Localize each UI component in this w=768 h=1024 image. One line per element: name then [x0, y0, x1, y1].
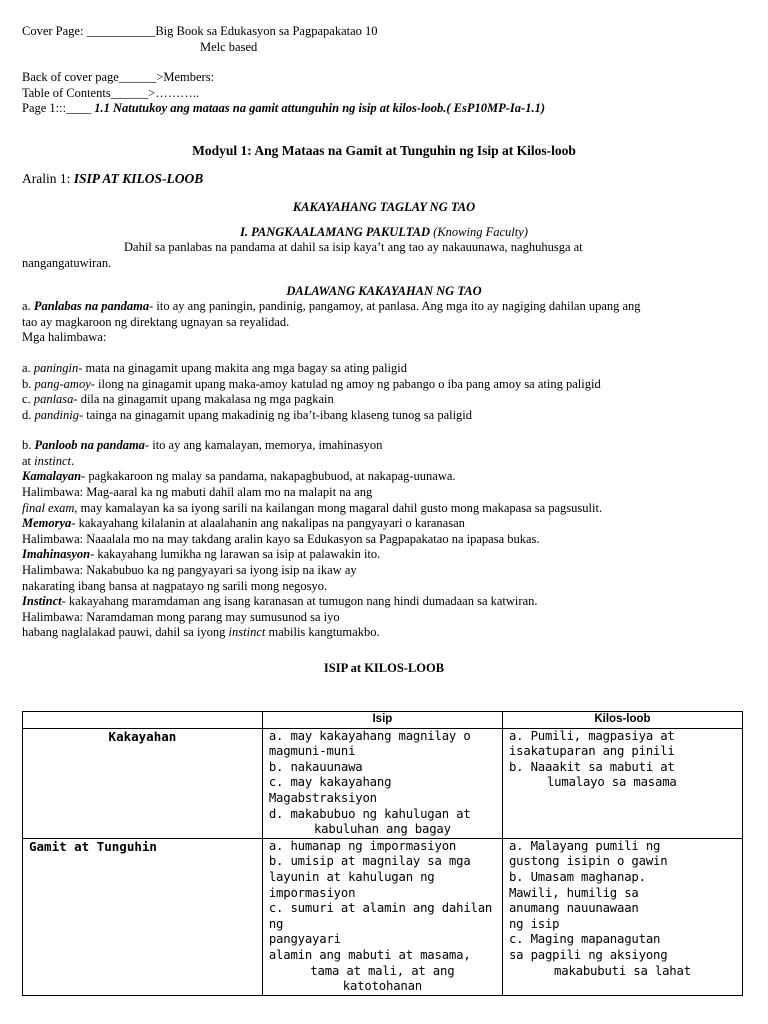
term-instinct: instinct: [34, 453, 71, 468]
examples-label: Mga halimbawa:: [22, 330, 107, 345]
page1-label: Page 1:::____: [22, 101, 92, 116]
cell-line: pangyayari: [268, 932, 341, 947]
term-definition: - pagkakaroon ng malay sa pandama, nakapagbubuod, at nakapag-uunawa.: [81, 469, 456, 484]
item-text: - mata na ginagamit upang makita ang mga bagay sa ating paligid: [78, 360, 407, 375]
item-prefix: b.: [22, 376, 35, 391]
cell-line: b. nakauunawa: [268, 759, 363, 774]
cell-line: b. Umasam maghanap.: [508, 869, 646, 884]
cell-line: makabubuti sa lahat: [554, 963, 691, 978]
term-memorya: Memorya: [22, 516, 72, 531]
item-term: pang-amoy: [34, 376, 91, 391]
example-line: Halimbawa: Naaalala mo na may takdang aralin kayo sa Edukasyon sa Pagpapakatao na ipapasa bukas.: [22, 531, 540, 546]
term-kamalayan: Kamalayan: [22, 469, 82, 484]
item-prefix: a.: [22, 360, 34, 375]
example-text: habang naglalakad pauwi, dahil sa iyong: [22, 625, 229, 640]
cell-line: anumang nauunawaan: [508, 901, 639, 916]
aralin-line: [22, 171, 746, 187]
column-header-kilos-loob: Kilos-loob: [502, 712, 742, 729]
panloob-line-2: [22, 454, 746, 470]
cell-line: c. may kakayahang: [268, 775, 392, 790]
item-term: pandinig: [34, 407, 79, 422]
item-text: - dila na ginagamit upang makalasa ng mga pagkain: [73, 392, 334, 407]
list-item: [22, 392, 746, 408]
aralin-title: ISIP AT KILOS-LOOB: [73, 170, 204, 186]
cell-line: kabuluhan ang bagay: [313, 822, 451, 837]
cell-line: katotohanan: [342, 979, 423, 994]
cell-gamit-isip: [262, 838, 502, 995]
item-prefix: a.: [22, 299, 34, 314]
cover-page-title: Big Book sa Edukasyon sa Pagpapakatao 10: [155, 24, 378, 38]
faculty-instinct: [22, 594, 746, 610]
faculty-imahinasyon: [22, 547, 746, 563]
example-line: Halimbawa: Mag-aaral ka ng mabuti dahil alam mo na malapit na ang: [22, 485, 373, 500]
cell-line: a. Pumili, magpasiya at: [508, 728, 675, 743]
column-header-isip: Isip: [262, 712, 502, 729]
example-line: Halimbawa: Nakabubuo ka ng pangyayari sa iyong isip na ikaw ay: [22, 563, 357, 578]
list-item: [22, 361, 746, 377]
panlabas-line: [22, 299, 746, 315]
learning-objective: 1.1 Natutukoy ang mataas na gamit attunguhin ng isip at kilos-loob.( EsP10MP-Ia-1.1): [94, 101, 545, 116]
item-term: paningin: [33, 360, 79, 375]
cell-line: Mawili, humilig sa: [508, 885, 639, 900]
paragraph-line: Dahil sa panlabas na pandama at dahil sa isip kaya’t ang tao ay nakauunawa, naghuhusga at: [124, 240, 583, 255]
faculty-memorya: [22, 516, 746, 532]
example-line: nakarating ibang bansa at nagpatayo ng sarili mong negosyo.: [22, 578, 328, 593]
section-heading-dalawang: DALAWANG KAKAYAHAN NG TAO: [286, 283, 482, 298]
item-prefix: c.: [22, 392, 34, 407]
panloob-line: [22, 438, 746, 454]
subsection-title: I. PANGKAALAMANG PAKULTAD: [240, 224, 431, 239]
table-title: ISIP at KILOS-LOOB: [323, 661, 445, 675]
example-text: mabilis kangtumakbo.: [265, 625, 380, 640]
table-header-empty: [23, 712, 263, 729]
cell-kakayahan-isip: [262, 728, 502, 838]
aralin-label: Aralin 1:: [22, 170, 74, 186]
document-page: [22, 24, 746, 677]
faculty-kamalayan: [22, 469, 746, 485]
cell-line: ng isip: [508, 916, 560, 931]
term-definition: - kakayahang maramdaman ang isang karanasan at tumugon nang hindi dumadaan sa katwiran.: [61, 594, 538, 609]
cell-line: d. makabubuo ng kahulugan at: [268, 806, 471, 821]
module-title: Modyul 1: Ang Mataas na Gamit at Tunguhin ng Isip at Kilos-loob: [192, 142, 576, 158]
cell-line: a. humanap ng impormasiyon: [268, 838, 457, 853]
term-definition: - kakayahang lumikha ng larawan sa isip at palawakin ito.: [90, 547, 381, 562]
term-definition: - ito ay ang paningin, pandinig, pangamoy, at panlasa. Ang mga ito ay nagiging dahilan upang ang: [149, 299, 641, 314]
term-definition: - ito ay ang kamalayan, memorya, imahinasyon: [144, 438, 383, 453]
cell-line: impormasiyon: [268, 885, 356, 900]
cell-line: c. sumuri at alamin ang dahilan: [268, 901, 493, 916]
cell-gamit-kilos-loob: [502, 838, 742, 995]
text: at: [22, 453, 35, 468]
cell-line: lumalayo sa masama: [546, 775, 677, 790]
table-row: [23, 728, 743, 838]
cell-line: a. Malayang pumili ng: [508, 838, 661, 853]
isip-kilos-loob-table: [22, 711, 743, 996]
text: .: [70, 453, 75, 468]
term-panloob: Panloob na pandama: [34, 438, 145, 453]
row-label-kakayahan: Kakayahan: [23, 728, 263, 838]
table-row: [23, 838, 743, 995]
cell-line: b. umisip at magnilay sa mga: [268, 854, 471, 869]
cell-line: gustong isipin o gawin: [508, 854, 668, 869]
cell-line: tama at mali, at ang: [310, 963, 455, 978]
term-imahinasyon: Imahinasyon: [22, 547, 91, 562]
cover-page-line: [22, 24, 746, 40]
subsection-subtitle: (Knowing Faculty): [430, 224, 528, 239]
example-line: [22, 625, 746, 641]
cell-kakayahan-kilos-loob: [502, 728, 742, 838]
row-label-gamit-tunguhin: Gamit at Tunguhin: [23, 838, 263, 995]
back-cover-line: Back of cover page______>Members:: [22, 70, 215, 85]
example-line: Halimbawa: Naramdaman mong parang may sumusunod sa iyo: [22, 609, 340, 624]
cell-line: layunin at kahulugan ng: [268, 869, 435, 884]
cell-line: alamin ang mabuti at masama,: [268, 947, 471, 962]
list-item: [22, 377, 746, 393]
table-header-row: [23, 712, 743, 729]
item-text: - ilong na ginagamit upang maka-amoy katulad ng amoy ng pabango o iba pang amoy sa ating paligid: [90, 376, 601, 391]
cell-line: magmuni-muni: [268, 744, 356, 759]
section-heading-kakayahan: KAKAYAHANG TAGLAY NG TAO: [292, 200, 476, 215]
cover-page-label: Cover Page: ___________: [22, 24, 156, 38]
item-prefix: d.: [22, 407, 35, 422]
cell-line: ng: [268, 916, 284, 931]
examples-list: [22, 361, 746, 423]
example-line: [22, 501, 746, 517]
subsection-heading-pakultad: [22, 225, 746, 241]
item-term: panlasa: [33, 392, 74, 407]
cell-line: isakatuparan ang pinili: [508, 744, 675, 759]
cell-line: a. may kakayahang magnilay o: [268, 728, 471, 743]
cell-line: b. Naaakit sa mabuti at: [508, 759, 675, 774]
list-item: [22, 408, 746, 424]
term-panlabas: Panlabas na pandama: [33, 299, 150, 314]
toc-line: Table of Contents______>………..: [22, 85, 199, 100]
item-prefix: b.: [22, 438, 35, 453]
term-instinct: Instinct: [22, 594, 62, 609]
term-final-exam: final exam: [22, 500, 75, 515]
example-text: , may kamalayan ka sa iyong sarili na kailangan mong magaral dahil gusto mong makapasa sa pagsusulit.: [74, 500, 603, 515]
panlabas-line-2: tao ay magkaroon ng direktang ugnayan sa reyalidad.: [22, 314, 290, 329]
melc-note: Melc based: [200, 39, 258, 54]
paragraph-line: nangangatuwiran.: [22, 255, 112, 270]
term-definition: - kakayahang kilalanin at alaalahanin ang nakalipas na pangyayari o karanasan: [71, 516, 465, 531]
cell-line: sa pagpili ng aksiyong: [508, 947, 668, 962]
page1-line: [22, 101, 746, 117]
cell-line: c. Maging mapanagutan: [508, 932, 661, 947]
term-instinct: instinct: [228, 625, 266, 640]
cell-line: Magabstraksiyon: [268, 790, 377, 805]
item-text: - tainga na ginagamit upang makadinig ng iba’t-ibang klaseng tunog sa paligid: [78, 407, 473, 422]
